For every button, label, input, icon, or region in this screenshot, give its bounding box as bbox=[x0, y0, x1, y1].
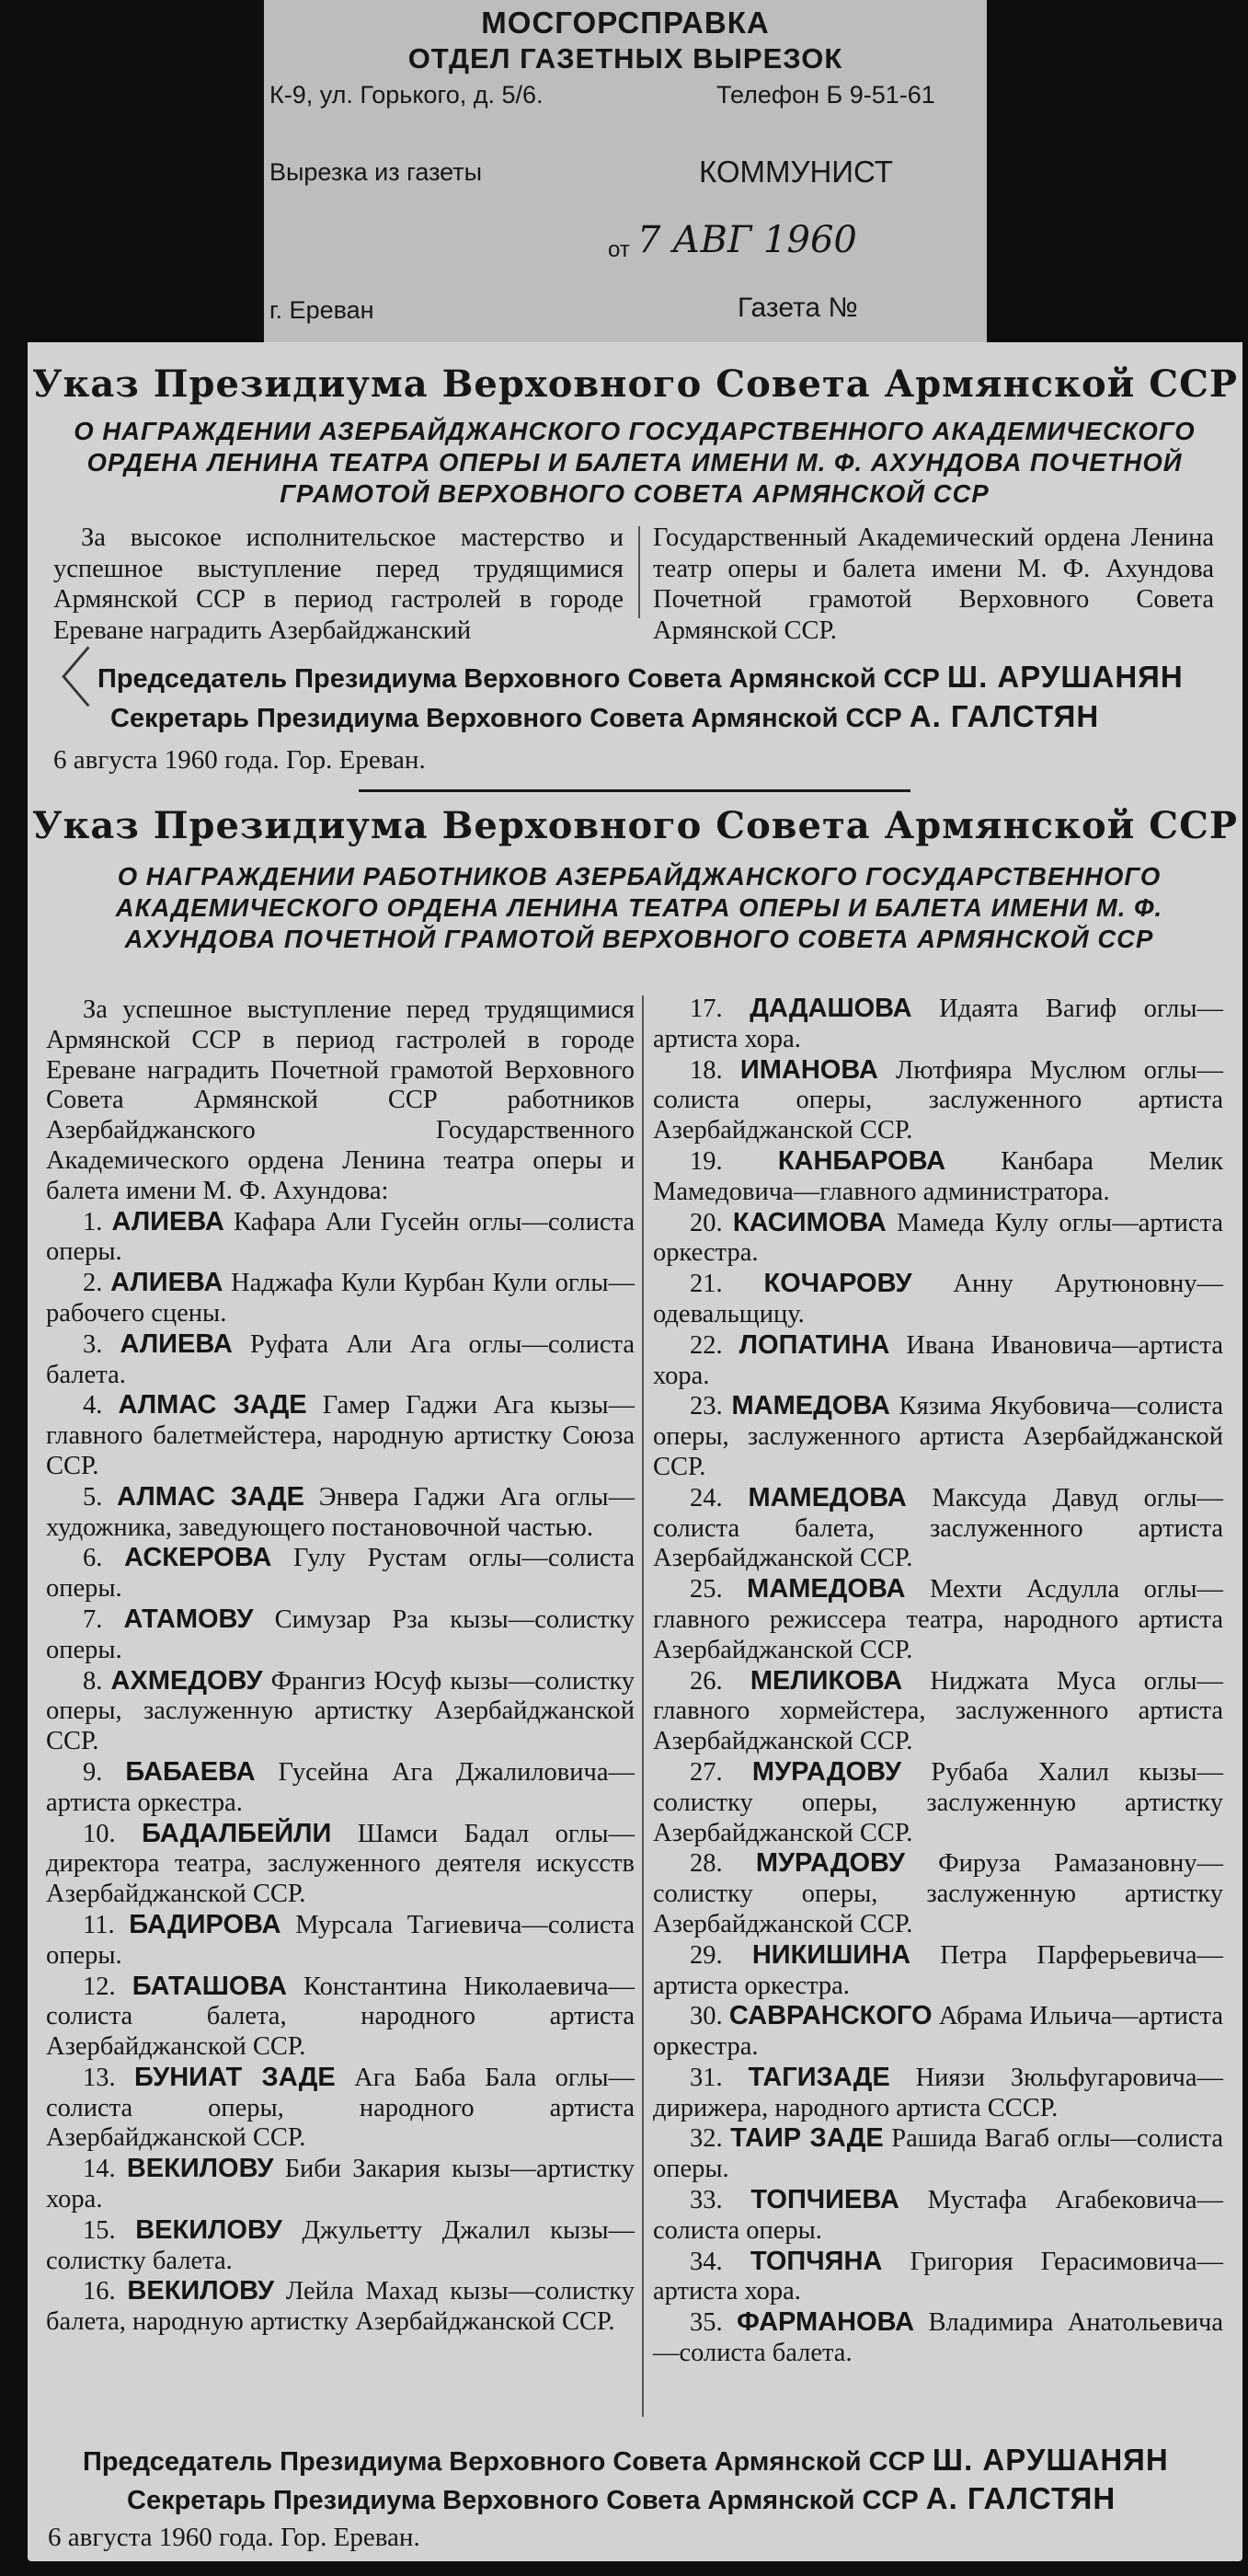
awardee-surname: САВРАНСКОГО bbox=[728, 2001, 933, 2031]
agency-phone: Телефон Б 9-51-61 bbox=[716, 81, 935, 109]
awardee-number: 34. bbox=[690, 2247, 723, 2276]
decree2-chairman: Председатель Президиума Верховного Совета Армянской ССР Ш. АРУШАНЯН bbox=[83, 2443, 1169, 2477]
awardee-number: 20. bbox=[690, 1208, 723, 1237]
agency-address: К-9, ул. Горького, д. 5/6. bbox=[269, 81, 544, 109]
awardee-details: Франгиз Юсуф кызы—солистку оперы, заслуженную артистку Азербайджанской ССР. bbox=[46, 1666, 635, 1756]
awardee-surname: ВЕКИЛОВУ bbox=[126, 2154, 274, 2184]
awardee-surname: ВЕКИЛОВУ bbox=[127, 2276, 275, 2306]
awardee-number: 13. bbox=[83, 2063, 116, 2092]
decree1-chairman: Председатель Президиума Верховного Совета Армянской ССР Ш. АРУШАНЯН bbox=[97, 660, 1184, 694]
awardee-number: 30. bbox=[690, 2002, 723, 2031]
awardee-surname: БАДИРОВА bbox=[129, 1909, 281, 1939]
awardee-number: 15. bbox=[83, 2215, 116, 2245]
awardee-details: Константина Николаевича—солиста балета, народного артиста Азербайджанской ССР. bbox=[46, 1972, 635, 2062]
awardee-item bbox=[46, 1329, 635, 1391]
date-handwritten: 7 АВГ 1960 bbox=[637, 219, 857, 261]
awardee-details: Гамер Гаджи Ага кызы—главного балетмейстера, народную артистку Союза ССР. bbox=[46, 1391, 635, 1480]
awardee-details: Гусейна Ага Джалиловича—артиста оркестра. bbox=[46, 1757, 635, 1817]
awardee-surname: ТОПЧЯНА bbox=[750, 2246, 883, 2276]
awardee-item bbox=[46, 1482, 635, 1544]
awardee-details: Ниязи Зюльфугаровича—дирижера, народного артиста СССР. bbox=[653, 2063, 1223, 2122]
awardee-details: Анну Арутюновну—одевальщицу. bbox=[653, 1270, 1224, 1328]
awardee-item bbox=[653, 1146, 1223, 1208]
date-prefix: от bbox=[608, 237, 630, 262]
awardee-surname: АЛИЕВА bbox=[120, 1328, 233, 1359]
awardee-surname: АХМЕДОВУ bbox=[110, 1665, 263, 1696]
awardee-surname: КАСИМОВА bbox=[732, 1207, 887, 1237]
awardee-details: Рашида Вагаб оглы—солиста оперы. bbox=[653, 2124, 1223, 2184]
newspaper-clipping bbox=[28, 342, 1242, 2561]
awardee-details: Фируза Рамазановну—солистку оперы, заслуженную артистку Азербайджанской ССР. bbox=[653, 1849, 1223, 1938]
awardee-surname: БАДАЛБЕЙЛИ bbox=[142, 1818, 332, 1848]
awardee-surname: КАНБАРОВА bbox=[777, 1145, 946, 1176]
awardee-number: 4. bbox=[83, 1391, 103, 1420]
awardee-details: Мехти Асдулла оглы—главного режиссера театра, народного артиста Азербайджанской ССР. bbox=[653, 1575, 1224, 1664]
awardee-details: Кязима Якубовича—солиста оперы, заслуженного артиста Азербайджанской ССР. bbox=[653, 1392, 1223, 1481]
decree2-left-column bbox=[46, 995, 635, 2338]
awardee-surname: МАМЕДОВА bbox=[748, 1482, 907, 1512]
awardee-details: Абрама Ильича—артиста оркестра. bbox=[653, 2002, 1224, 2062]
awardee-number: 28. bbox=[690, 1849, 723, 1879]
awardee-item bbox=[46, 1390, 635, 1481]
awardee-details: Джульетту Джалил кызы—солистку балета. bbox=[46, 2215, 635, 2275]
awardee-number: 31. bbox=[690, 2063, 723, 2092]
pencil-mark: 〈 bbox=[28, 641, 92, 717]
column-divider bbox=[638, 526, 640, 618]
awardee-item bbox=[653, 2123, 1223, 2185]
decree1-text-left: За высокое исполнительское мастерство и успешное выступление перед трудящимися Армянской ССР в период гастролей в городе Ереване наградить Азербайджанский bbox=[53, 523, 624, 645]
paper-number-label: Газета № bbox=[738, 293, 858, 323]
decree2-intro: За успешное выступление перед трудящимися Армянской ССР в период гастролей в городе Ереване наградить Почетной грамотой Верховного Совета Армянской ССР работников Азербайджанского Государственного Академического ордена Ленина театра оперы и балета имени М. Ф. Ахундова: bbox=[46, 995, 635, 1205]
awardee-item bbox=[46, 2063, 635, 2154]
awardee-number: 32. bbox=[690, 2124, 723, 2154]
awardee-surname: ЛОПАТИНА bbox=[738, 1329, 890, 1360]
awardee-surname: ТАИР ЗАДЕ bbox=[730, 2123, 884, 2154]
awardee-item bbox=[46, 1972, 635, 2063]
awardee-number: 25. bbox=[690, 1575, 723, 1604]
decree1-date: 6 августа 1960 года. Гор. Ереван. bbox=[53, 745, 426, 775]
awardee-details: Лейла Махад кызы—солистку балета, народную артистку Азербайджанской ССР. bbox=[46, 2277, 635, 2337]
awardee-surname: БАБАЕВА bbox=[125, 1756, 256, 1787]
awardee-item bbox=[653, 1574, 1223, 1665]
awardee-surname: КОЧАРОВУ bbox=[763, 1269, 912, 1299]
awardee-number: 9. bbox=[83, 1757, 103, 1787]
awardee-number: 24. bbox=[690, 1483, 723, 1512]
awardee-surname: МУРАДОВУ bbox=[751, 1756, 902, 1787]
awardee-number: 2. bbox=[83, 1269, 103, 1298]
awardee-number: 1. bbox=[83, 1207, 103, 1236]
awardee-surname: НИКИШИНА bbox=[751, 1939, 911, 1970]
decree2-right-column bbox=[653, 994, 1223, 2369]
awardee-details: Владимира Анатольевича—солиста балета. bbox=[653, 2308, 1223, 2368]
awardee-details: Мамеда Кулу оглы—артиста оркестра. bbox=[653, 1208, 1224, 1268]
awardee-number: 21. bbox=[690, 1270, 723, 1299]
awardee-item bbox=[46, 1604, 635, 1666]
awardee-number: 29. bbox=[690, 1940, 723, 1970]
awardee-surname: АЛМАС ЗАДЕ bbox=[118, 1390, 307, 1420]
awardee-item bbox=[653, 1940, 1223, 2002]
decree2-subtitle: О НАГРАЖДЕНИИ РАБОТНИКОВ АЗЕРБАЙДЖАНСКОГО ГОСУДАРСТВЕННОГО АКАДЕМИЧЕСКОГО ОРДЕНА ЛЕНИНА ТЕАТРА ОПЕРЫ И БАЛЕТА ИМЕНИ М. Ф. АХУНДОВА ПОЧЕТНОЙ ГРАМОТОЙ ВЕРХОВНОГО СОВЕТА АРМЯНСКОЙ ССР bbox=[115, 862, 1163, 953]
clipping-label bbox=[264, 0, 987, 342]
awardee-number: 6. bbox=[83, 1544, 103, 1573]
decree1-secretary: Секретарь Президиума Верховного Совета Армянской ССР А. ГАЛСТЯН bbox=[110, 699, 1100, 733]
city: г. Ереван bbox=[269, 296, 374, 324]
awardee-details: Энвера Гаджи Ага оглы—художника, заведующего постановочной частью. bbox=[46, 1482, 635, 1542]
awardee-surname: МАМЕДОВА bbox=[747, 1574, 906, 1604]
awardee-details: Максуда Давуд оглы—солиста балета, заслуженного артиста Азербайджанской ССР. bbox=[653, 1483, 1224, 1573]
awardee-details: Биби Закария кызы—артистку хора. bbox=[46, 2155, 635, 2214]
awardee-details: Мустафа Агабековича—солиста оперы. bbox=[653, 2186, 1224, 2245]
awardee-details: Кафара Али Гусейн оглы—солиста оперы. bbox=[46, 1207, 635, 1267]
awardee-item bbox=[653, 994, 1223, 1055]
awardee-number: 35. bbox=[690, 2308, 723, 2338]
awardee-details: Наджафа Кули Курбан Кули оглы—рабочего сцены. bbox=[46, 1269, 635, 1328]
awardee-number: 7. bbox=[83, 1604, 103, 1634]
awardee-item bbox=[46, 1910, 635, 1972]
newspaper-name: КОММУНИСТ bbox=[699, 155, 893, 189]
awardee-item bbox=[653, 1330, 1223, 1392]
awardee-item bbox=[653, 2063, 1223, 2124]
awardee-item bbox=[653, 1055, 1223, 1146]
awardee-surname: АТАМОВУ bbox=[123, 1604, 254, 1634]
awardee-details: Гулу Рустам оглы—солиста оперы. bbox=[46, 1544, 635, 1604]
awardee-number: 23. bbox=[690, 1392, 723, 1421]
awardee-number: 10. bbox=[83, 1819, 116, 1848]
awardee-number: 27. bbox=[690, 1757, 723, 1787]
awardee-item bbox=[46, 1268, 635, 1329]
awardee-item bbox=[653, 1391, 1223, 1482]
awardee-surname: ТОПЧИЕВА bbox=[750, 2185, 899, 2215]
awardee-item bbox=[653, 1269, 1223, 1330]
awardee-number: 5. bbox=[83, 1482, 103, 1512]
awardee-number: 11. bbox=[83, 1910, 115, 1939]
awardee-number: 22. bbox=[690, 1330, 723, 1360]
awardee-item bbox=[653, 2247, 1223, 2308]
awardee-surname: ВЕКИЛОВУ bbox=[135, 2214, 282, 2245]
awardee-details: Лютфияра Муслюм оглы—солиста оперы, заслуженного артиста Азербайджанской ССР. bbox=[653, 1055, 1224, 1145]
awardee-number: 16. bbox=[83, 2277, 116, 2306]
decree1-subtitle: О НАГРАЖДЕНИИ АЗЕРБАЙДЖАНСКОГО ГОСУДАРСТВЕННОГО АКАДЕМИЧЕСКОГО ОРДЕНА ЛЕНИНА ТЕАТРА ОПЕРЫ И БАЛЕТА ИМЕНИ М. Ф. АХУНДОВА ПОЧЕТНОЙ ГРАМОТОЙ ВЕРХОВНОГО СОВЕТА АРМЯНСКОЙ ССР bbox=[74, 417, 1196, 508]
awardee-surname: МАМЕДОВА bbox=[731, 1391, 890, 1421]
awardee-item bbox=[46, 1757, 635, 1819]
clipping-from-label: Вырезка из газеты bbox=[269, 158, 483, 186]
awardee-surname: АЛИЕВА bbox=[110, 1268, 223, 1298]
awardee-details: Руфата Али Ага оглы—солиста балета. bbox=[46, 1329, 635, 1389]
decree1-text-right: Государственный Академический ордена Ленина театр оперы и балета имени М. Ф. Ахундова Почетной грамотой Верховного Совета Армянской ССР. bbox=[653, 523, 1214, 645]
awardee-details: Рубаба Халил кызы—солистку оперы, заслуженную артистку Азербайджанской ССР. bbox=[653, 1757, 1224, 1847]
awardee-details: Канбара Мелик Мамедовича—главного администратора. bbox=[653, 1146, 1223, 1206]
awardee-details: Ниджата Муса оглы—главного хормейстера, заслуженного артиста Азербайджанской ССР. bbox=[653, 1666, 1224, 1756]
awardee-number: 14. bbox=[83, 2155, 116, 2184]
department-name: ОТДЕЛ ГАЗЕТНЫХ ВЫРЕЗОК bbox=[407, 42, 843, 75]
awardee-item bbox=[653, 2185, 1223, 2247]
awardee-details: Григория Герасимовича—артиста хора. bbox=[653, 2247, 1223, 2306]
awardee-item bbox=[46, 2154, 635, 2215]
awardee-surname: БУНИАТ ЗАДЕ bbox=[134, 2062, 336, 2092]
awardee-number: 12. bbox=[83, 1972, 116, 2001]
awardee-surname: АЛИЕВА bbox=[111, 1206, 224, 1236]
awardee-item bbox=[46, 1543, 635, 1604]
agency-name: МОСГОРСПРАВКА bbox=[481, 6, 770, 40]
awardee-details: Идаята Вагиф оглы—артиста хора. bbox=[653, 995, 1224, 1053]
awardee-surname: ФАРМАНОВА bbox=[737, 2307, 915, 2338]
awardee-item bbox=[653, 1208, 1223, 1270]
separator-rule bbox=[359, 789, 910, 792]
awardee-number: 26. bbox=[690, 1666, 723, 1696]
awardee-surname: ИМАНОВА bbox=[739, 1054, 878, 1085]
awardee-item bbox=[653, 1483, 1223, 1574]
awardee-surname: АСКЕРОВА bbox=[124, 1543, 272, 1573]
awardee-item bbox=[653, 1666, 1223, 1757]
awardee-number: 8. bbox=[83, 1666, 103, 1696]
awardee-details: Ага Баба Бала оглы—солиста оперы, народного артиста Азербайджанской ССР. bbox=[46, 2063, 635, 2153]
awardee-item bbox=[46, 1819, 635, 1910]
awardee-surname: АЛМАС ЗАДЕ bbox=[117, 1481, 304, 1512]
awardee-number: 33. bbox=[690, 2186, 723, 2215]
awardee-surname: БАТАШОВА bbox=[132, 1971, 287, 2001]
awardee-surname: МЕЛИКОВА bbox=[750, 1665, 903, 1696]
awardee-item bbox=[46, 2276, 635, 2338]
awardee-surname: ДАДАШОВА bbox=[750, 994, 912, 1023]
awardee-details: Ивана Ивановича—артиста хора. bbox=[653, 1330, 1224, 1390]
awardee-details: Петра Парферьевича—артиста оркестра. bbox=[653, 1940, 1224, 2000]
awardee-number: 17. bbox=[690, 995, 723, 1023]
awardee-item bbox=[653, 1848, 1223, 1939]
decree2-secretary: Секретарь Президиума Верховного Совета Армянской ССР А. ГАЛСТЯН bbox=[127, 2481, 1116, 2515]
awardee-item bbox=[653, 1757, 1223, 1848]
awardee-surname: ТАГИЗАДЕ bbox=[748, 2062, 890, 2092]
awardee-surname: МУРАДОВУ bbox=[755, 1848, 905, 1879]
awardee-details: Симузар Рза кызы—солистку оперы. bbox=[46, 1604, 635, 1664]
decree1-title: Указ Президиума Верховного Совета Армянской ССР bbox=[31, 362, 1239, 406]
awardee-number: 18. bbox=[690, 1055, 723, 1085]
column-divider bbox=[642, 995, 644, 2417]
decree2-title: Указ Президиума Верховного Совета Армянской ССР bbox=[31, 804, 1239, 847]
awardee-item bbox=[46, 1207, 635, 1269]
awardee-number: 3. bbox=[83, 1329, 103, 1359]
awardee-item bbox=[653, 2001, 1223, 2063]
awardee-item bbox=[46, 2215, 635, 2277]
awardee-item bbox=[653, 2307, 1223, 2369]
decree2-date: 6 августа 1960 года. Гор. Ереван. bbox=[48, 2523, 420, 2552]
awardee-number: 19. bbox=[690, 1146, 723, 1176]
awardee-details: Шамси Бадал оглы—директора театра, заслуженного деятеля искусств Азербайджанской ССР. bbox=[46, 1819, 635, 1909]
awardee-details: Мурсала Тагиевича—солиста оперы. bbox=[46, 1910, 635, 1970]
awardee-item bbox=[46, 1666, 635, 1757]
